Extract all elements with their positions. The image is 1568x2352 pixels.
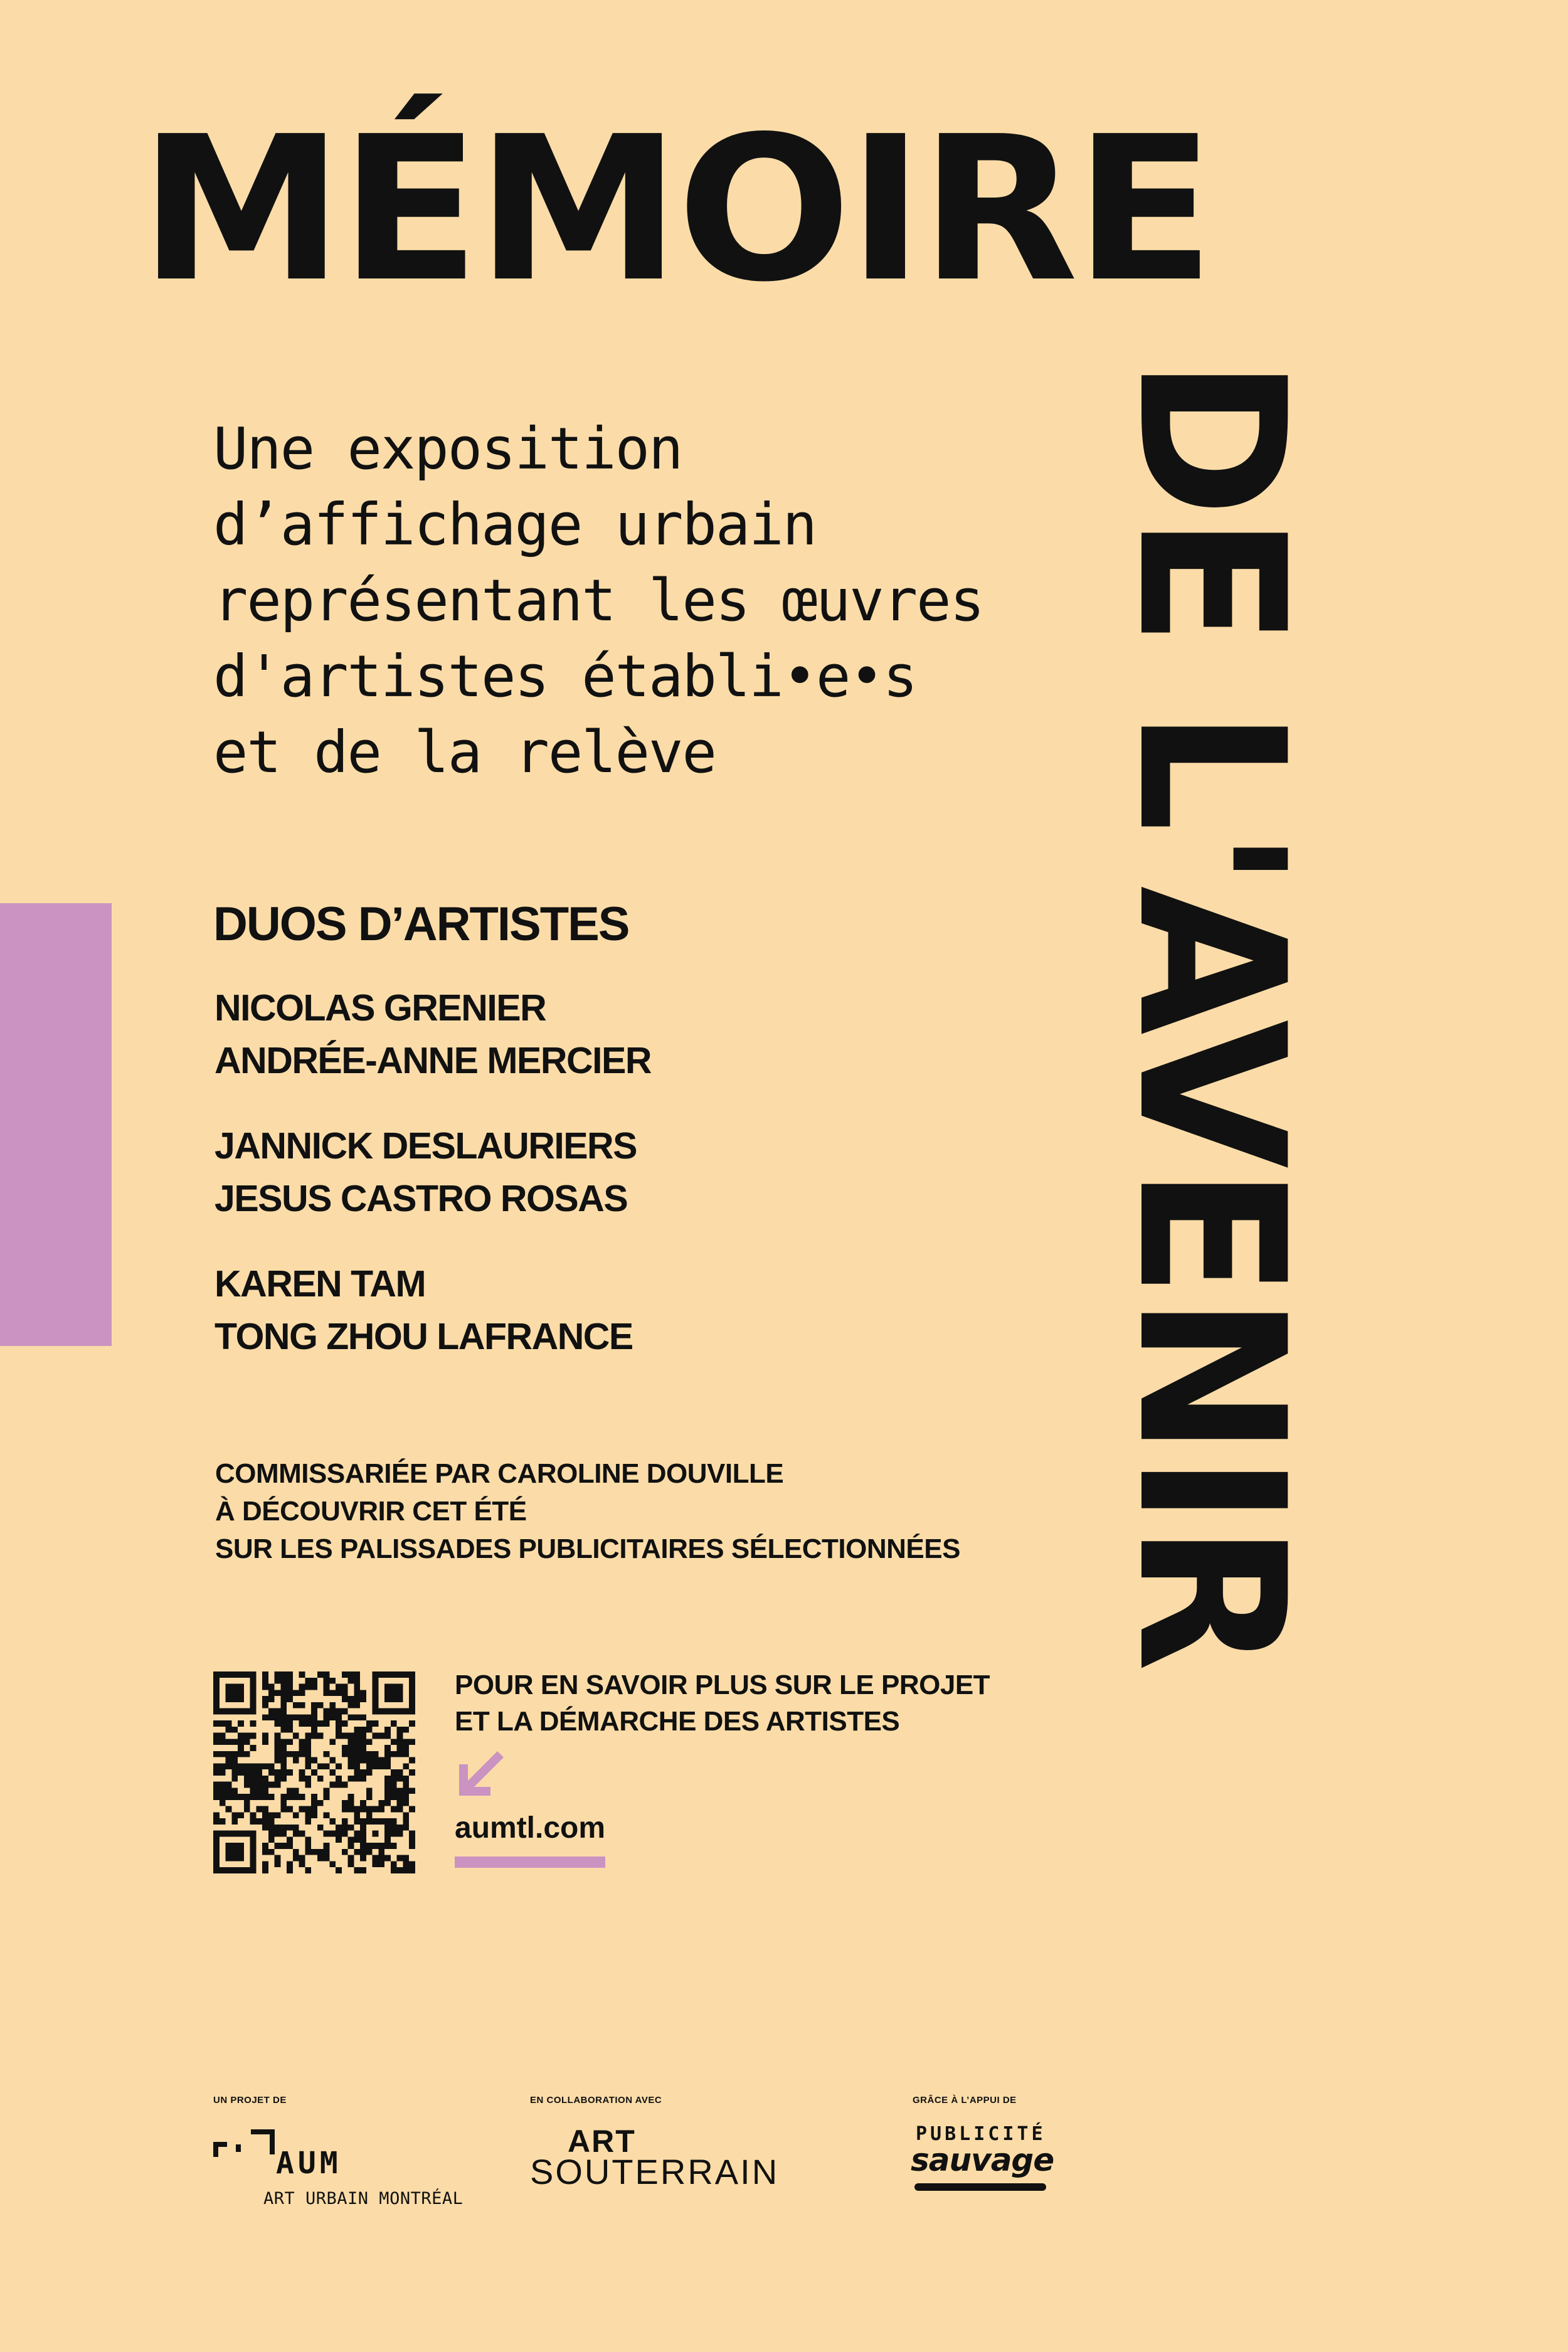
artist-name: NICOLAS GRENIER bbox=[215, 987, 546, 1029]
credit-label-support: GRÂCE À L’APPUI DE bbox=[913, 2095, 1017, 2106]
publicite-sauvage-top: PUBLICITÉ bbox=[916, 2123, 1046, 2145]
publicite-sauvage-logo bbox=[911, 2123, 1055, 2195]
subtitle bbox=[213, 411, 1104, 790]
credit-label-collab: EN COLLABORATION AVEC bbox=[530, 2095, 662, 2106]
vertical-title: DE L'AVENIR bbox=[1094, 358, 1327, 1670]
artist-duo bbox=[215, 1258, 651, 1363]
duos-heading: DUOS D’ARTISTES bbox=[213, 898, 629, 951]
subtitle-line: d'artistes établi•e•s bbox=[213, 643, 917, 710]
curator-line: À DÉCOUVRIR CET ÉTÉ bbox=[215, 1496, 527, 1527]
curator-line: COMMISSARIÉE PAR CAROLINE DOUVILLE bbox=[215, 1458, 784, 1489]
art-souterrain-logo bbox=[530, 2123, 793, 2192]
artist-duo bbox=[215, 1120, 651, 1225]
curator-line: SUR LES PALISSADES PUBLICITAIRES SÉLECTIONNÉES bbox=[215, 1534, 960, 1564]
subtitle-line: d’affichage urbain bbox=[213, 491, 816, 558]
subtitle-line: et de la relève bbox=[213, 719, 716, 786]
more-info bbox=[455, 1667, 990, 1740]
artist-name: KAREN TAM bbox=[215, 1263, 426, 1305]
aum-logo-name: ART URBAIN MONTRÉAL bbox=[263, 2189, 464, 2208]
artist-name: JANNICK DESLAURIERS bbox=[215, 1125, 637, 1167]
publicite-sauvage-bottom: sauvage bbox=[911, 2142, 1054, 2178]
more-info-line: ET LA DÉMARCHE DES ARTISTES bbox=[455, 1706, 900, 1737]
artist-duo bbox=[215, 982, 651, 1087]
qr-code[interactable] bbox=[213, 1671, 415, 1873]
subtitle-line: Une exposition bbox=[213, 415, 682, 482]
aum-logo-text: AUM bbox=[276, 2146, 342, 2180]
artist-name: JESUS CASTRO ROSAS bbox=[215, 1178, 628, 1219]
artist-name: ANDRÉE-ANNE MERCIER bbox=[215, 1040, 651, 1081]
curator-info bbox=[215, 1455, 960, 1568]
aum-logo-mark bbox=[213, 2129, 364, 2180]
arrow-down-left-icon bbox=[455, 1750, 505, 1800]
art-souterrain-bottom: SOUTERRAIN bbox=[530, 2152, 780, 2191]
artist-list bbox=[215, 982, 651, 1396]
credit-label-project: UN PROJET DE bbox=[213, 2095, 287, 2106]
art-souterrain-top: ART bbox=[568, 2124, 636, 2159]
website-link[interactable]: aumtl.com bbox=[455, 1811, 605, 1868]
poster-title: MÉMOIRE bbox=[139, 93, 1211, 326]
publicite-sauvage-underline bbox=[914, 2183, 1046, 2191]
subtitle-line: représentant les œuvres bbox=[213, 567, 983, 634]
accent-bar bbox=[0, 903, 112, 1346]
artist-name: TONG ZHOU LAFRANCE bbox=[215, 1316, 633, 1357]
more-info-line: POUR EN SAVOIR PLUS SUR LE PROJET bbox=[455, 1670, 990, 1700]
